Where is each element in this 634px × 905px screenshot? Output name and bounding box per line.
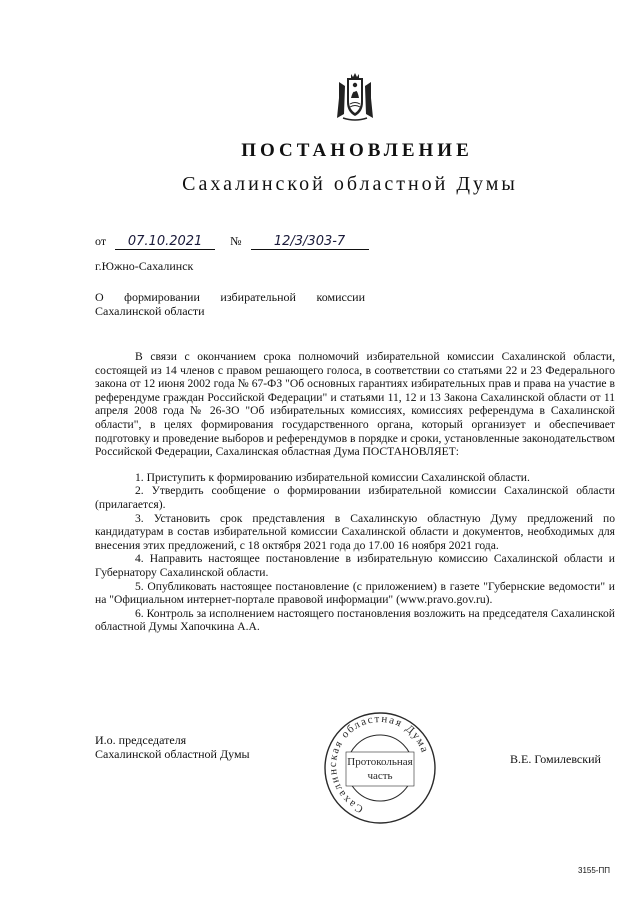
number-label: № — [230, 234, 242, 248]
city: г.Южно-Сахалинск — [95, 259, 194, 273]
subject-line-2: Сахалинской области — [95, 304, 205, 318]
position-line-1: И.о. председателя — [95, 733, 187, 747]
issuing-body: Сахалинской областной Думы — [182, 173, 518, 195]
signatory-name: В.Е. Гомилевский — [510, 752, 601, 766]
resolution-item: 2. Утвердить сообщение о формировании избирательной комиссии Сахалинской области (прилагается). — [95, 484, 615, 511]
stamp-ring-text: Сахалинская областная Дума — [326, 712, 431, 816]
document-title: ПОСТАНОВЛЕНИЕ — [241, 140, 473, 161]
position-line-2: Сахалинской областной Думы — [95, 747, 250, 761]
preamble: В связи с окончанием срока полномочий избирательной комиссии Сахалинской области, состоящей из 14 членов с правом решающего голоса, в соответствии со статьями 22 и 23 Федерального закона от 12 июня 2002 года № 67-ФЗ "Об основных гарантиях избирательных прав и права на участие в референдуме граждан Российской Федерации" и статьями 11, 12 и 13 Закона Сахалинской области от 11 апреля 2008 года № 26-ЗО "Об избирательных комиссиях, комиссиях референдума в Сахалинской области", в целях формирования государственного органа, который организует и обеспечивает подготовку и проведение выборов и референдумов в порядке и сроки, установленные законодательством Российской Федерации, Сахалинская областная Дума ПОСТАНОВЛЯЕТ: — [95, 350, 615, 459]
document-code: 3155-ПП — [578, 866, 610, 875]
from-label: от — [95, 234, 107, 248]
resolution-item: 5. Опубликовать настоящее постановление (с приложением) в газете "Губернские ведомости" и на "Официальном интернет-портале правовой информации" (www.pravo.gov.ru). — [95, 579, 615, 607]
stamp-center-line-1: Протокольная — [347, 756, 413, 768]
handwritten-date: 07.10.2021 — [115, 235, 215, 250]
resolution-item: 3. Установить срок представления в Сахалинскую областную Думу предложений по кандидатурам в состав избирательной комиссии Сахалинской области и документов, необходимых для внесения этих предложений, с 18 октября 2021 года до 17.00 16 ноября 2021 года. — [95, 511, 615, 552]
handwritten-number: 12/3/303-7 — [251, 235, 369, 250]
sakhalin-coat-of-arms-icon — [333, 68, 377, 122]
subject-line-1: О формировании избирательной комиссии — [95, 290, 365, 304]
resolution-item: 6. Контроль за исполнением настоящего постановления возложить на председателя Сахалинской областной Думы Хапочкина А.А. — [95, 606, 615, 634]
resolution-item: 4. Направить настоящее постановление в избирательную комиссию Сахалинской области и Губернатору Сахалинской области. — [95, 552, 615, 579]
stamp-center-line-2: часть — [367, 770, 393, 782]
date-number-line — [95, 234, 369, 250]
signatory-position — [95, 733, 250, 761]
resolution-items — [95, 471, 615, 634]
official-stamp — [316, 712, 444, 824]
resolution-item: 1. Приступить к формированию избирательной комиссии Сахалинской области. — [135, 470, 530, 484]
subject — [95, 290, 365, 318]
document-body — [95, 350, 615, 634]
